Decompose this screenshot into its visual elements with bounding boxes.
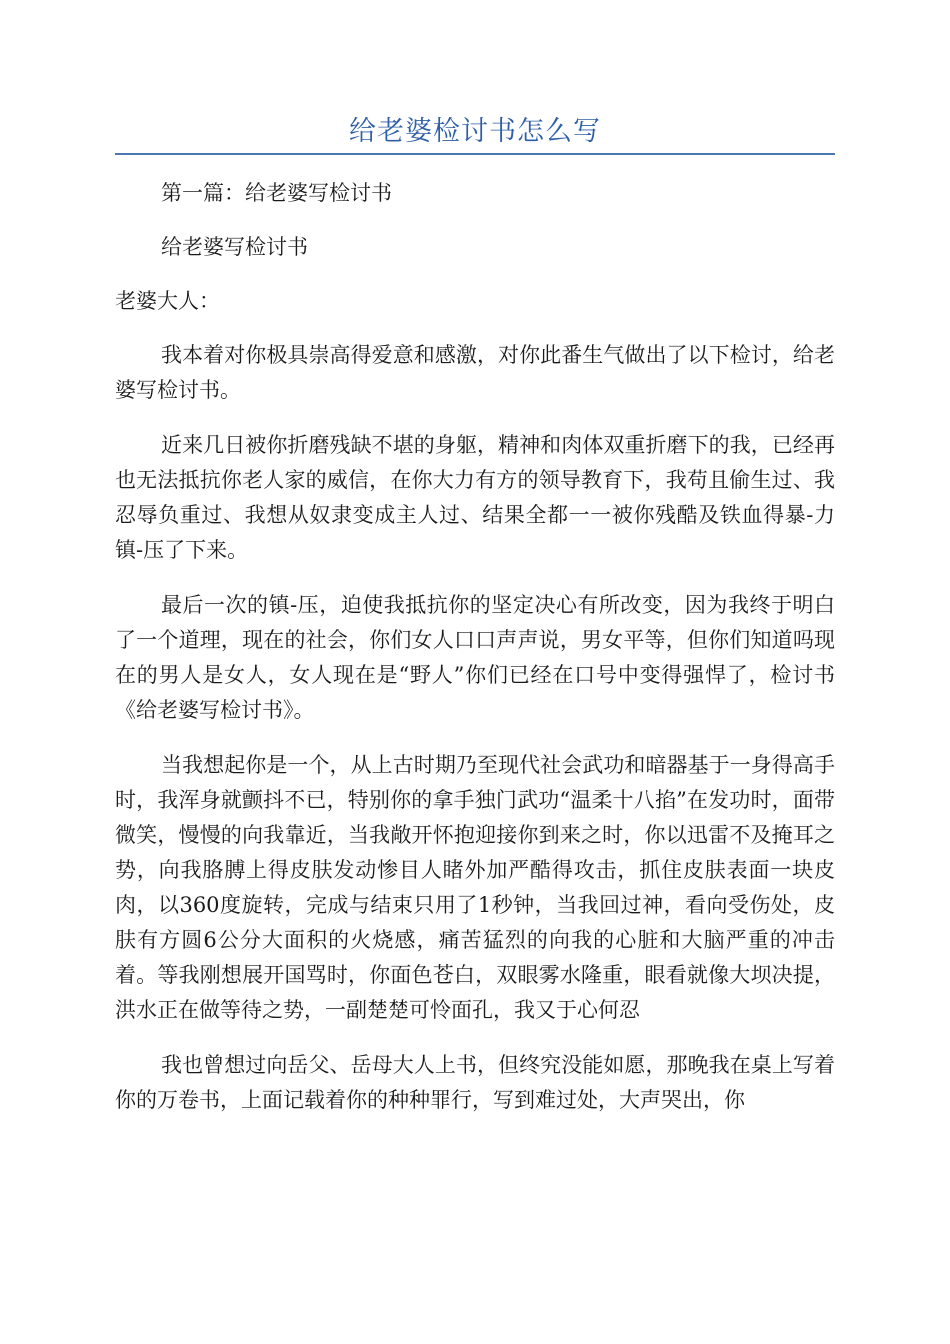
letter-title: 给老婆写检讨书 — [161, 235, 308, 259]
section-heading: 第一篇：给老婆写检讨书 — [161, 181, 392, 205]
paragraph: 当我想起你是一个，从上古时期乃至现代社会武功和暗器基于一身得高手时，我浑身就颤抖不已，特别你的拿手独门武功“温柔十八掐”在发功时，面带微笑，慢慢的向我靠近，当我敞开怀抱迎接你到来之时，你以迅雷不及掩耳之势，向我胳膊上得皮肤发动惨目人睹外加严酷得攻击，抓住皮肤表面一块皮肉，以360度旋转，完成与结束只用了1秒钟，当我回过神，看向受伤处，皮肤有方圆6公分大面积的火烧感，痛苦猛烈的向我的心脏和大脑严重的冲击着。等我刚想展开国骂时，你面色苍白，双眼雾水隆重，眼看就像大坝决提，洪水正在做等待之势，一副楚楚可怜面孔，我又于心何忍 — [115, 753, 835, 1022]
paragraph: 我本着对你极具崇高得爱意和感激，对你此番生气做出了以下检讨，给老婆写检讨书。 — [115, 343, 835, 402]
paragraph: 我也曾想过向岳父、岳母大人上书，但终究没能如愿，那晚我在桌上写着你的万卷书，上面记载着你的种种罪行，写到难过处，大声哭出，你 — [115, 1053, 835, 1112]
paragraph: 最后一次的镇-压，迫使我抵抗你的坚定决心有所改变，因为我终于明白了一个道理，现在的社会，你们女人口口声声说，男女平等，但你们知道吗现在的男人是女人，女人现在是“野人”你们已经在口号中变得强悍了，检讨书《给老婆写检讨书》。 — [115, 593, 835, 722]
title-underline — [115, 153, 835, 155]
paragraph: 近来几日被你折磨残缺不堪的身躯，精神和肉体双重折磨下的我，已经再也无法抵抗你老人家的威信，在你大力有方的领导教育下，我苟且偷生过、我忍辱负重过、我想从奴隶变成主人过、结果全都一一被你残酷及铁血得暴-力镇-压了下来。 — [115, 433, 835, 562]
salutation: 老婆大人： — [115, 289, 220, 313]
document-title: 给老婆检讨书怎么写 — [349, 116, 601, 147]
document-body — [115, 176, 835, 1118]
